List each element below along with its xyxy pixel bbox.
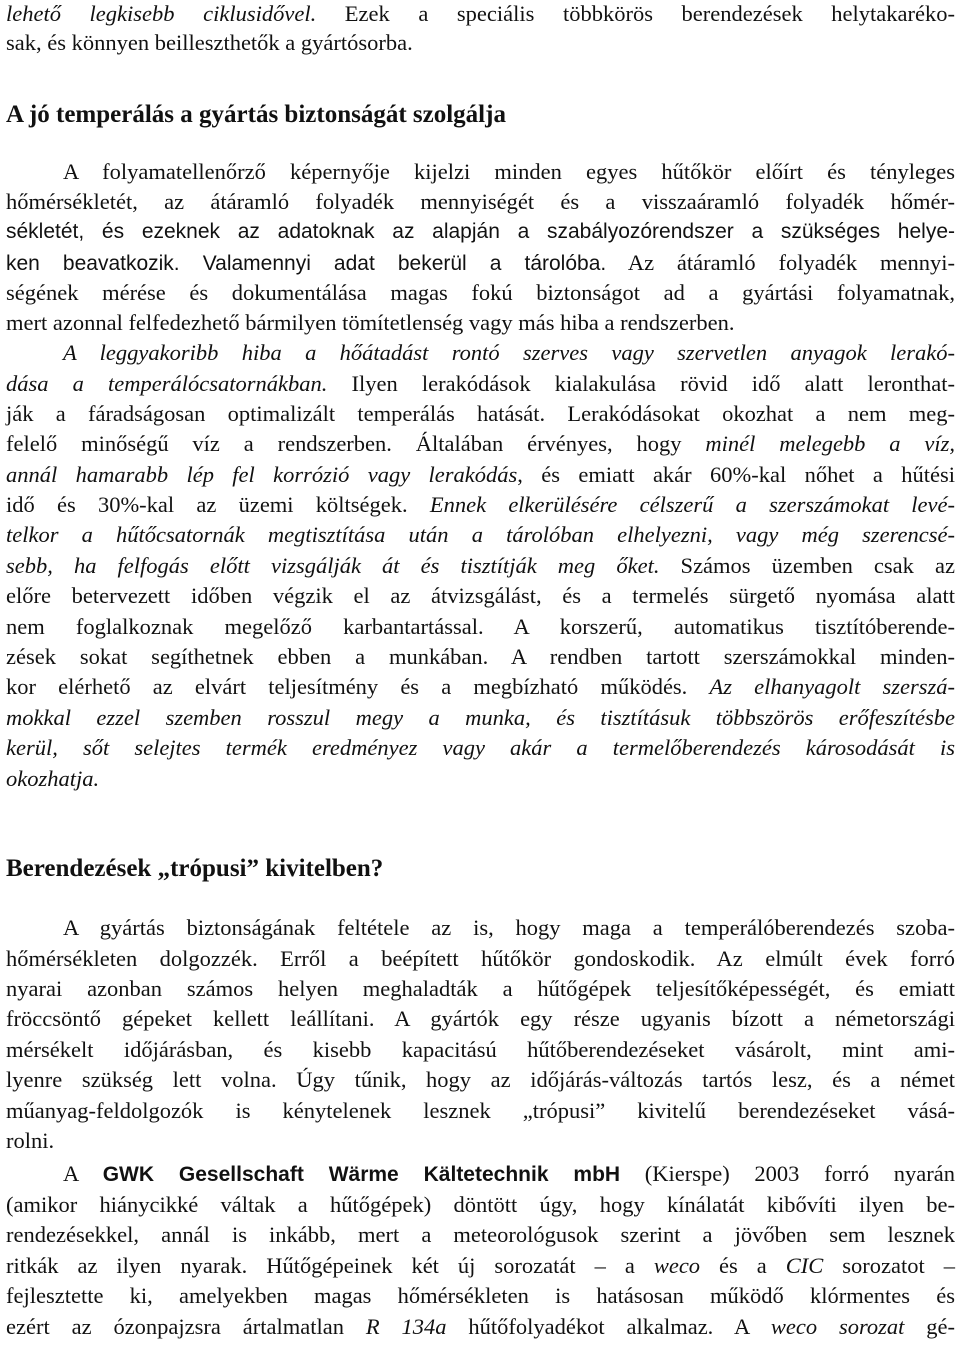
text-line: rendezésekkel, annál is inkább, mert a meteorológusok szerint a jövőben sem lesznek — [6, 1222, 955, 1247]
text-line — [6, 0, 955, 28]
text-run: hűtőfolyadékot alkalmaz. A — [446, 1314, 771, 1339]
text-line: telkor a hűtőcsatornák megtisztítása után a tárolóban elhelyezni, vagy még szerencsé- — [6, 522, 955, 547]
italic-run: Az elhanyagolt szerszá- — [709, 674, 955, 699]
text-run: Az átáramló folyadék mennyi- — [606, 250, 955, 275]
text-line: A folyamatellenőrző képernyője kijelzi minden egyes hűtőkör előírt és tényleges — [63, 159, 955, 184]
text-line — [6, 1252, 955, 1280]
italic-run: weco — [653, 1253, 701, 1278]
text-run: ken beavatkozik. Valamennyi adat bekerül a tárolóba. — [6, 252, 607, 275]
text-line: A leggyakoribb hiba a hőátadást rontó szerves vagy szervetlen anyagok lerakó- — [63, 340, 955, 365]
italic-run: R 134a — [365, 1314, 447, 1339]
text-line — [63, 1160, 955, 1188]
italic-run: weco sorozat — [770, 1314, 905, 1339]
text-line: műanyag-feldolgozók is kénytelenek lesznek „trópusi” kivitelű berendezéseket vásá- — [6, 1098, 955, 1123]
text-run: idő és 30%-kal az üzemi költségek. — [6, 492, 430, 517]
text-line: ségének mérése és dokumentálása magas fokú biztonságot ad a gyártási folyamatnak, — [6, 280, 955, 305]
text-line: nyarai azonban számos helyen meghaladták a hűtőgépek teljesítőképességét, és emiatt — [6, 976, 955, 1001]
text-run: ritkák az ilyen nyarak. Hűtőgépeinek két új sorozatát – a — [6, 1253, 654, 1278]
italic-run: Ennek elkerülésére célszerű a szerszámokat levé- — [429, 492, 955, 517]
text-run: felelő minőségű víz a rendszerben. Általában érvényes, hogy — [6, 431, 706, 456]
text-run: Ezek a speciális többkörös berendezések helytakaréko- — [316, 1, 955, 26]
text-line: A gyártás biztonságának feltétele az is, hogy maga a temperálóberendezés szoba- — [63, 915, 955, 940]
text-line: sékletét, és ezeknek az adatoknak az alapján a szabályozórendszer a szükséges helye- — [6, 220, 955, 243]
text-line — [6, 1313, 955, 1341]
italic-run: dása a temperálócsatornákban. — [6, 371, 328, 396]
company-name: GWK Gesellschaft Wärme Kältetechnik mbH — [102, 1163, 621, 1186]
italic-run: CIC — [785, 1253, 824, 1278]
text-line — [6, 430, 955, 458]
text-line: ják a fáradságosan optimalizált temperálás hatását. Lerakódásokat okozhat a nem meg- — [6, 401, 955, 426]
text-run: kor elérhető az elvárt teljesítmény és a megbízható működés. — [6, 674, 710, 699]
text-line: mert azonnal felfedezhető bármilyen tömítetlenség vagy más hiba a rendszerben. — [6, 310, 735, 335]
italic-run: minél melegebb a víz, — [705, 431, 955, 456]
text-line: okozhatja. — [6, 766, 100, 791]
section-heading: A jó temperálás a gyártás biztonságát szolgálja — [6, 101, 506, 128]
text-line: fejlesztette ki, amelyekben magas hőmérsékleten is hatásosan működő klórmentes és — [6, 1283, 955, 1308]
text-line: fröccsöntő gépeket kellett leállítani. A gyártók egy része ugyanis bízott a németországi — [6, 1006, 955, 1031]
text-line — [6, 552, 955, 580]
text-line — [6, 491, 955, 519]
text-line — [6, 461, 955, 489]
text-line — [6, 673, 955, 701]
text-run: A — [63, 1161, 103, 1186]
text-line: hőmérsékleten dolgozzék. Erről a beépített hűtőkör gondoskodik. Az elmúlt évek forró — [6, 946, 955, 971]
text-line: nem foglalkoznak megelőző karbantartással. A korszerű, automatikus tisztítóberende- — [6, 614, 955, 639]
italic-run: sebb, ha felfogás előtt vizsgálják át és tisztítják meg őket. — [6, 553, 660, 578]
section-heading: Berendezések „trópusi” kivitelben? — [6, 855, 384, 882]
text-run: Ilyen lerakódások kialakulása rövid idő alatt leronthat- — [327, 371, 955, 396]
text-line: sak, és könnyen beilleszthetők a gyártósorba. — [6, 30, 413, 55]
text-line: mérsékelt időjárásban, és kisebb kapacitású hűtőberendezéseket vásárolt, mint ami- — [6, 1037, 955, 1062]
text-line: előre betervezett időben végzik el az átvizsgálást, és a termelés sürgető nyomása alatt — [6, 583, 955, 608]
text-run: , és emiatt akár 60%-kal nőhet a hűtési — [517, 462, 955, 487]
italic-run: lehető legkisebb ciklusidővel. — [6, 1, 317, 26]
text-line — [6, 249, 955, 277]
text-line: (amikor hiánycikké váltak a hűtőgépek) döntött úgy, hogy kínálatát kibővíti ilyen be- — [6, 1192, 955, 1217]
text-run: gé- — [904, 1314, 956, 1339]
text-line — [6, 370, 955, 398]
text-line: zések sokat segíthetnek ebben a munkában. A rendben tartott szerszámokkal minden- — [6, 644, 955, 669]
text-run: ezért az ózonpajzsra ártalmatlan — [6, 1314, 366, 1339]
text-line: mokkal ezzel szemben rosszul megy a munka, és tisztításuk többszörös erőfeszítésbe — [6, 705, 955, 730]
text-line: lyenre szükség lett volna. Úgy tűnik, hogy az időjárás-változás tartós lesz, és a német — [6, 1067, 955, 1092]
text-line: kerül, sőt selejtes termék eredményez vagy akár a termelőberendezés károsodását is — [6, 735, 955, 760]
text-run: Számos üzemben csak az — [659, 553, 955, 578]
text-line: rolni. — [6, 1128, 55, 1153]
text-run: és a — [700, 1253, 786, 1278]
text-run: sorozatot – — [823, 1253, 955, 1278]
text-run: (Kierspe) 2003 forró nyarán — [620, 1161, 955, 1186]
italic-run: annál hamarabb lép fel korrózió vagy lerakódás — [6, 462, 518, 487]
text-line: hőmérsékletét, az átáramló folyadék mennyiségét és a visszaáramló folyadék hőmér- — [6, 189, 955, 214]
